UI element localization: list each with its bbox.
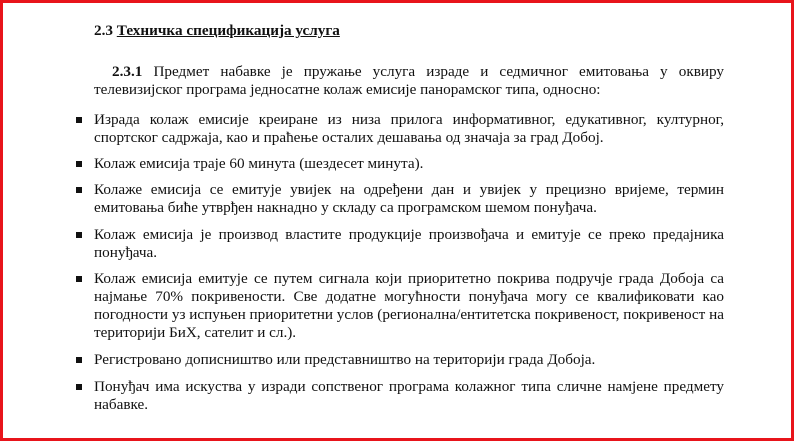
list-item	[94, 270, 724, 342]
section-title: Техничка спецификација услуга	[116, 22, 340, 39]
list-item-text: Колаж емисија је производ властите продукције произвођача и емитује се преко предајника понуђача.	[94, 226, 724, 261]
square-bullet-icon	[76, 276, 82, 282]
list-item-text: Понуђач има искуства у изради сопственог програма колажног типа сличне намјене предмету набавке.	[94, 378, 724, 413]
paragraph-number: 2.3.1	[112, 63, 143, 80]
square-bullet-icon	[76, 384, 82, 390]
list-item	[94, 226, 724, 262]
list-item	[94, 111, 724, 147]
intro-paragraph	[94, 63, 724, 99]
list-item-text: Израда колаж емисије креиране из низа прилога информативног, едукативног, културног, спортског садржаја, као и праћење осталих дешавања од значаја за град Добој.	[94, 111, 724, 146]
section-number: 2.3	[94, 22, 113, 39]
square-bullet-icon	[76, 187, 82, 193]
list-item	[94, 155, 724, 173]
list-item-text: Колаж емисија емитује се путем сигнала који приоритетно покрива подручје града Добоја са најмање 70% покривености. Све додатне могућности понуђача могу се квалификовати као погодности уз испуњен приоритетни услов (регионална/ентитетска покривеност, покривеност на територији БиХ, сателит и сл.).	[94, 270, 724, 341]
list-item-text: Колаже емисија се емитује увијек на одређени дан и увијек у прецизно вријеме, термин емитовања биће утврђен накнадно у складу са програмском шемом понуђача.	[94, 181, 724, 216]
intro-text: Предмет набавке је пружање услуга израде и седмичног емитовања у оквиру телевизијског програма једносатне колаж емисије панорамског типа, односно:	[94, 63, 724, 98]
list-item	[94, 181, 724, 217]
list-item	[94, 378, 724, 414]
section-heading	[94, 22, 340, 40]
square-bullet-icon	[76, 232, 82, 238]
list-item-text: Регистровано дописништво или представништво на територији града Добоја.	[94, 351, 596, 368]
square-bullet-icon	[76, 357, 82, 363]
list-item	[94, 351, 724, 369]
square-bullet-icon	[76, 161, 82, 167]
list-item-text: Колаж емисија траје 60 минута (шездесет минута).	[94, 155, 424, 172]
square-bullet-icon	[76, 117, 82, 123]
